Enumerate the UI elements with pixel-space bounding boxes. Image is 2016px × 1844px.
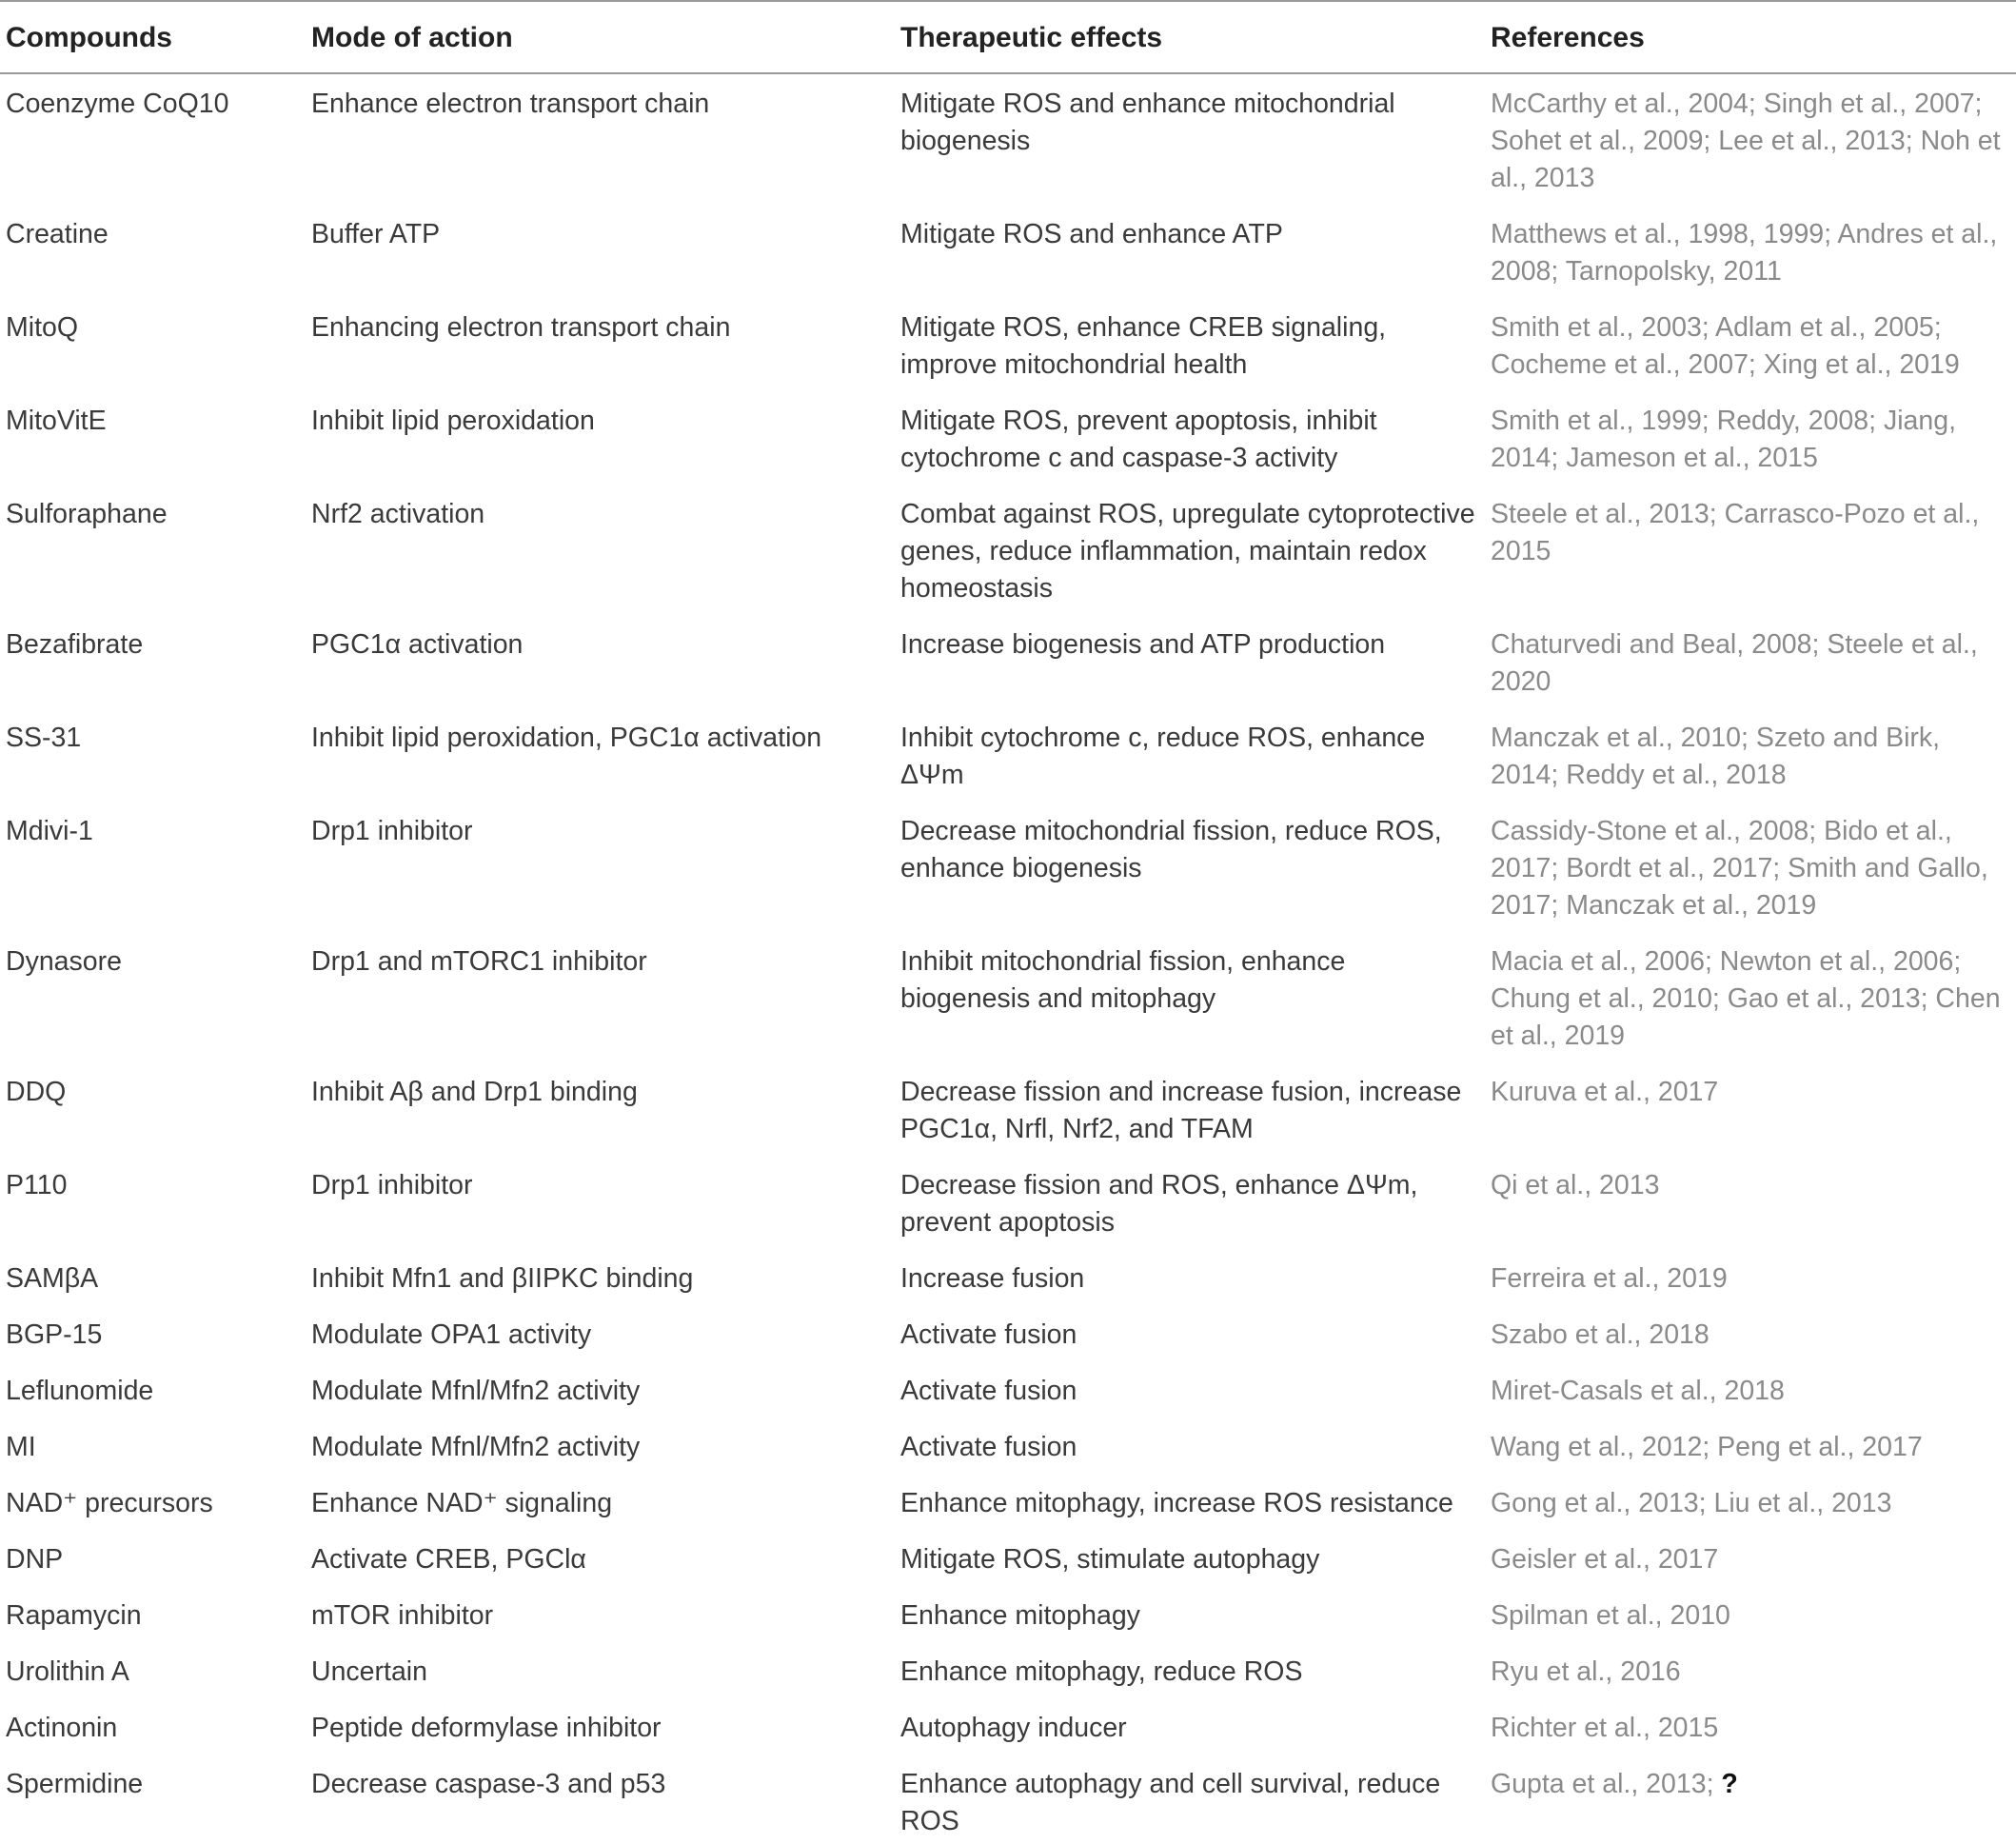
compound-cell — [0, 1305, 306, 1361]
references-cell — [1485, 391, 2016, 485]
therapeutic-effects-cell — [895, 298, 1485, 391]
references-cell — [1485, 1530, 2016, 1586]
mode-of-action-cell-text: Enhance electron transport chain — [311, 89, 710, 119]
table-row — [0, 298, 2016, 391]
references-cell-text: Cassidy-Stone et al., 2008; Bido et al., 2017; Bordt et al., 2017; Smith and Gallo, 2017; Manczak et al., 2019 — [1491, 816, 1988, 921]
therapeutic-effects-cell-text: Mitigate ROS and enhance ATP — [900, 219, 1283, 249]
therapeutic-effects-cell-text: Increase fusion — [900, 1263, 1085, 1294]
table-row — [0, 1062, 2016, 1156]
table-row — [0, 1249, 2016, 1305]
mode-of-action-cell — [306, 1586, 895, 1642]
references-cell — [1485, 1361, 2016, 1418]
mode-of-action-cell — [306, 485, 895, 615]
references-cell-text: Ryu et al., 2016 — [1491, 1656, 1681, 1687]
references-cell — [1485, 1418, 2016, 1474]
compound-cell — [0, 1474, 306, 1530]
therapeutic-effects-cell-text: Inhibit mitochondrial fission, enhance biogenesis and mitophagy — [900, 946, 1346, 1014]
therapeutic-effects-cell-text: Inhibit cytochrome c, reduce ROS, enhance ΔΨm — [900, 723, 1426, 790]
references-cell — [1485, 205, 2016, 298]
compound-cell-text: MitoVitE — [6, 406, 107, 436]
compound-cell-text: DNP — [6, 1544, 64, 1575]
compound-cell — [0, 1418, 306, 1474]
references-cell — [1485, 485, 2016, 615]
references-cell-text: Spilman et al., 2010 — [1491, 1600, 1730, 1631]
therapeutic-effects-cell — [895, 802, 1485, 932]
table-row — [0, 1474, 2016, 1530]
therapeutic-effects-cell-text: Enhance mitophagy, increase ROS resistance — [900, 1488, 1453, 1518]
table-row — [0, 1586, 2016, 1642]
references-cell-text: Smith et al., 2003; Adlam et al., 2005; Cocheme et al., 2007; Xing et al., 2019 — [1491, 312, 1960, 380]
therapeutic-effects-cell — [895, 73, 1485, 205]
table-row — [0, 1418, 2016, 1474]
therapeutic-effects-cell-text: Decrease fission and increase fusion, increase PGC1α, Nrfl, Nrf2, and TFAM — [900, 1077, 1462, 1144]
mode-of-action-cell-text: Modulate OPA1 activity — [311, 1319, 592, 1350]
mode-of-action-cell — [306, 1474, 895, 1530]
references-cell-text: Steele et al., 2013; Carrasco-Pozo et al., 2015 — [1491, 499, 1980, 566]
table-row — [0, 1755, 2016, 1844]
compound-cell — [0, 1586, 306, 1642]
compound-cell — [0, 1698, 306, 1755]
compound-cell-text: SS-31 — [6, 723, 82, 753]
mode-of-action-cell-text: Activate CREB, PGClα — [311, 1544, 586, 1575]
references-cell — [1485, 1249, 2016, 1305]
table-row — [0, 1361, 2016, 1418]
mode-of-action-cell-text: Peptide deformylase inhibitor — [311, 1713, 662, 1743]
mode-of-action-cell-text: Inhibit lipid peroxidation, PGC1α activation — [311, 723, 822, 753]
table-row — [0, 615, 2016, 708]
table-row — [0, 1698, 2016, 1755]
header-compounds: Compounds — [0, 1, 306, 73]
mode-of-action-cell-text: Decrease caspase-3 and p53 — [311, 1769, 666, 1799]
references-cell — [1485, 1755, 2016, 1844]
mode-of-action-cell — [306, 615, 895, 708]
therapeutic-effects-cell — [895, 1755, 1485, 1844]
compound-cell-text: Actinonin — [6, 1713, 118, 1743]
references-cell-text: Szabo et al., 2018 — [1491, 1319, 1710, 1350]
mode-of-action-cell — [306, 1305, 895, 1361]
compound-cell-text: NAD⁺ precursors — [6, 1488, 213, 1518]
references-cell — [1485, 802, 2016, 932]
mode-of-action-cell-text: Modulate Mfnl/Mfn2 activity — [311, 1376, 641, 1406]
references-cell-text: McCarthy et al., 2004; Singh et al., 2007; Sohet et al., 2009; Lee et al., 2013; Noh et al., 2013 — [1491, 89, 2001, 193]
references-cell-text: Smith et al., 1999; Reddy, 2008; Jiang, 2014; Jameson et al., 2015 — [1491, 406, 1957, 473]
compound-cell-text: BGP-15 — [6, 1319, 103, 1350]
mode-of-action-cell — [306, 1642, 895, 1698]
references-cell — [1485, 1305, 2016, 1361]
compound-cell-text: DDQ — [6, 1077, 67, 1107]
references-cell-text: Wang et al., 2012; Peng et al., 2017 — [1491, 1432, 1923, 1462]
therapeutic-effects-cell-text: Enhance autophagy and cell survival, reduce ROS — [900, 1769, 1441, 1836]
compound-cell-text: Spermidine — [6, 1769, 144, 1799]
references-cell — [1485, 1642, 2016, 1698]
mode-of-action-cell-text: Uncertain — [311, 1656, 427, 1687]
compound-cell-text: SAMβA — [6, 1263, 99, 1294]
therapeutic-effects-cell-text: Enhance mitophagy, reduce ROS — [900, 1656, 1303, 1687]
mode-of-action-cell — [306, 1361, 895, 1418]
references-cell-text: Geisler et al., 2017 — [1491, 1544, 1719, 1575]
table-row — [0, 1642, 2016, 1698]
compound-cell-text: Leflunomide — [6, 1376, 154, 1406]
table-row — [0, 708, 2016, 802]
mode-of-action-cell — [306, 1156, 895, 1249]
therapeutic-effects-cell-text: Activate fusion — [900, 1319, 1077, 1350]
references-cell — [1485, 73, 2016, 205]
mode-of-action-cell-text: Inhibit Mfn1 and βIIPKC binding — [311, 1263, 694, 1294]
mode-of-action-cell — [306, 73, 895, 205]
compound-cell — [0, 1361, 306, 1418]
mode-of-action-cell-text: Inhibit lipid peroxidation — [311, 406, 595, 436]
therapeutic-effects-cell-text: Decrease fission and ROS, enhance ΔΨm, prevent apoptosis — [900, 1170, 1418, 1238]
references-cell-text: Macia et al., 2006; Newton et al., 2006; Chung et al., 2010; Gao et al., 2013; Chen et al., 2019 — [1491, 946, 2001, 1051]
therapeutic-effects-cell-text: Activate fusion — [900, 1432, 1077, 1462]
therapeutic-effects-cell — [895, 1530, 1485, 1586]
therapeutic-effects-cell — [895, 485, 1485, 615]
therapeutic-effects-cell — [895, 1156, 1485, 1249]
references-cell — [1485, 1062, 2016, 1156]
references-cell-text: Gupta et al., 2013; — [1491, 1769, 1714, 1799]
table-row — [0, 485, 2016, 615]
therapeutic-effects-cell-text: Autophagy inducer — [900, 1713, 1127, 1743]
therapeutic-effects-cell — [895, 1305, 1485, 1361]
mode-of-action-cell — [306, 1755, 895, 1844]
therapeutic-effects-cell-text: Combat against ROS, upregulate cytoprotective genes, reduce inflammation, maintain redox homeostasis — [900, 499, 1475, 604]
therapeutic-effects-cell-text: Mitigate ROS, enhance CREB signaling, improve mitochondrial health — [900, 312, 1387, 380]
therapeutic-effects-cell — [895, 1249, 1485, 1305]
compound-cell — [0, 1156, 306, 1249]
references-cell-text: Richter et al., 2015 — [1491, 1713, 1719, 1743]
header-mode-of-action: Mode of action — [306, 1, 895, 73]
mode-of-action-cell-text: PGC1α activation — [311, 629, 524, 660]
therapeutic-effects-cell-text: Enhance mitophagy — [900, 1600, 1140, 1631]
table-row — [0, 802, 2016, 932]
compound-cell-text: MitoQ — [6, 312, 79, 343]
compound-cell — [0, 1642, 306, 1698]
compound-cell-text: MI — [6, 1432, 36, 1462]
compound-cell — [0, 1062, 306, 1156]
mode-of-action-cell — [306, 391, 895, 485]
compound-cell — [0, 73, 306, 205]
compound-cell-text: Bezafibrate — [6, 629, 144, 660]
compound-cell — [0, 1530, 306, 1586]
mode-of-action-cell — [306, 1530, 895, 1586]
references-cell — [1485, 932, 2016, 1062]
compound-cell — [0, 485, 306, 615]
compound-cell-text: Creatine — [6, 219, 109, 249]
references-cell-text: Miret-Casals et al., 2018 — [1491, 1376, 1785, 1406]
therapeutic-effects-cell-text: Activate fusion — [900, 1376, 1077, 1406]
compound-cell-text: Mdivi-1 — [6, 816, 93, 846]
references-cell-text: Kuruva et al., 2017 — [1491, 1077, 1719, 1107]
references-cell-text: Gong et al., 2013; Liu et al., 2013 — [1491, 1488, 1892, 1518]
table-row — [0, 391, 2016, 485]
compound-cell-text: Dynasore — [6, 946, 122, 977]
therapeutic-effects-cell — [895, 708, 1485, 802]
references-cell — [1485, 1586, 2016, 1642]
compound-cell — [0, 1249, 306, 1305]
therapeutic-effects-cell — [895, 615, 1485, 708]
therapeutic-effects-cell-text: Increase biogenesis and ATP production — [900, 629, 1386, 660]
compound-cell-text: Urolithin A — [6, 1656, 129, 1687]
therapeutic-effects-cell — [895, 1062, 1485, 1156]
references-cell-text: Chaturvedi and Beal, 2008; Steele et al., 2020 — [1491, 629, 1978, 697]
references-cell-text: Qi et al., 2013 — [1491, 1170, 1660, 1200]
references-cell-text: Matthews et al., 1998, 1999; Andres et al., 2008; Tarnopolsky, 2011 — [1491, 219, 1998, 287]
compound-cell — [0, 1755, 306, 1844]
references-cell — [1485, 1156, 2016, 1249]
compound-cell-text: P110 — [6, 1170, 68, 1200]
mode-of-action-cell — [306, 1698, 895, 1755]
mode-of-action-cell-text: Drp1 inhibitor — [311, 1170, 473, 1200]
mode-of-action-cell-text: mTOR inhibitor — [311, 1600, 494, 1631]
therapeutic-effects-cell — [895, 932, 1485, 1062]
therapeutic-effects-cell-text: Mitigate ROS, stimulate autophagy — [900, 1544, 1320, 1575]
compound-cell — [0, 298, 306, 391]
compound-cell — [0, 615, 306, 708]
table-row — [0, 1156, 2016, 1249]
mode-of-action-cell — [306, 1418, 895, 1474]
mode-of-action-cell-text: Drp1 and mTORC1 inhibitor — [311, 946, 647, 977]
mode-of-action-cell-text: Nrf2 activation — [311, 499, 485, 529]
therapeutic-effects-cell-text: Mitigate ROS and enhance mitochondrial biogenesis — [900, 89, 1395, 156]
table-body — [0, 73, 2016, 1844]
header-references: References — [1485, 1, 2016, 73]
mode-of-action-cell — [306, 802, 895, 932]
therapeutic-effects-cell — [895, 1474, 1485, 1530]
mode-of-action-cell-text: Inhibit Aβ and Drp1 binding — [311, 1077, 638, 1107]
therapeutic-effects-cell — [895, 1361, 1485, 1418]
therapeutic-effects-cell — [895, 205, 1485, 298]
compound-cell-text: Sulforaphane — [6, 499, 168, 529]
compound-cell — [0, 391, 306, 485]
references-cell — [1485, 1474, 2016, 1530]
mode-of-action-cell — [306, 1249, 895, 1305]
header-therapeutic-effects: Therapeutic effects — [895, 1, 1485, 73]
compound-cell-text: Coenzyme CoQ10 — [6, 89, 229, 119]
therapeutic-effects-cell — [895, 1418, 1485, 1474]
reference-mark: ? — [1721, 1769, 1738, 1799]
therapeutic-effects-cell — [895, 1642, 1485, 1698]
mode-of-action-cell-text: Enhancing electron transport chain — [311, 312, 731, 343]
mode-of-action-cell — [306, 932, 895, 1062]
mode-of-action-cell — [306, 205, 895, 298]
compound-cell — [0, 802, 306, 932]
references-cell — [1485, 298, 2016, 391]
therapeutic-effects-cell — [895, 391, 1485, 485]
therapeutic-effects-cell — [895, 1586, 1485, 1642]
table-row — [0, 205, 2016, 298]
table-row — [0, 1305, 2016, 1361]
mode-of-action-cell-text: Modulate Mfnl/Mfn2 activity — [311, 1432, 641, 1462]
mode-of-action-cell-text: Buffer ATP — [311, 219, 441, 249]
mode-of-action-cell — [306, 708, 895, 802]
references-cell — [1485, 1698, 2016, 1755]
compound-cell — [0, 708, 306, 802]
mode-of-action-cell-text: Enhance NAD⁺ signaling — [311, 1488, 613, 1518]
mode-of-action-cell-text: Drp1 inhibitor — [311, 816, 473, 846]
header-row — [0, 1, 2016, 73]
compound-cell — [0, 205, 306, 298]
mode-of-action-cell — [306, 1062, 895, 1156]
table-header — [0, 1, 2016, 73]
table-row — [0, 1530, 2016, 1586]
references-cell-text: Ferreira et al., 2019 — [1491, 1263, 1728, 1294]
therapeutic-effects-cell-text: Mitigate ROS, prevent apoptosis, inhibit cytochrome c and caspase-3 activity — [900, 406, 1377, 473]
compound-cell — [0, 932, 306, 1062]
table-row — [0, 73, 2016, 205]
therapeutic-effects-cell-text: Decrease mitochondrial fission, reduce ROS, enhance biogenesis — [900, 816, 1442, 883]
references-cell-text: Manczak et al., 2010; Szeto and Birk, 2014; Reddy et al., 2018 — [1491, 723, 1941, 790]
mode-of-action-cell — [306, 298, 895, 391]
compound-cell-text: Rapamycin — [6, 1600, 142, 1631]
references-cell — [1485, 615, 2016, 708]
references-cell — [1485, 708, 2016, 802]
table-row — [0, 932, 2016, 1062]
therapeutic-effects-cell — [895, 1698, 1485, 1755]
